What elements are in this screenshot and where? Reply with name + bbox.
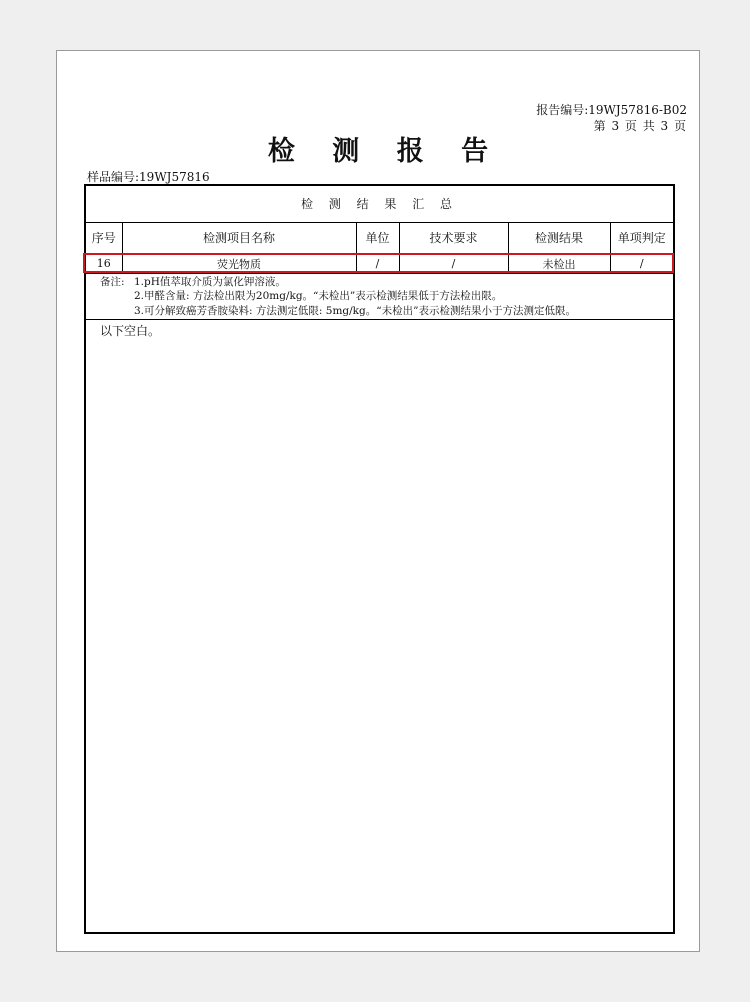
- note-line: 3.可分解致癌芳香胺染料: 方法测定低限: 5mg/kg。“未检出”表示检测结果小于方法测定低限。: [134, 305, 576, 317]
- report-title: 检 测 报 告: [267, 136, 503, 167]
- results-frame: [84, 184, 675, 934]
- col-header-result: 检测结果: [508, 222, 610, 254]
- summary-title: 检 测 结 果 汇 总: [86, 186, 673, 223]
- notes-label: 备注:: [100, 276, 125, 288]
- report-number: 报告编号:19WJ57816-B02: [536, 103, 687, 117]
- cell-result: 未检出: [508, 254, 610, 274]
- cell-index: 16: [86, 254, 122, 274]
- note-line: 1.pH值萃取介质为氯化钾溶液。: [134, 276, 286, 288]
- col-header-item-name: 检测项目名称: [122, 222, 356, 254]
- cell-unit: /: [356, 254, 399, 274]
- sample-number: 样品编号:19WJ57816: [87, 170, 210, 184]
- col-header-unit: 单位: [356, 222, 399, 254]
- notes-section: [86, 273, 673, 320]
- cell-item-name: 荧光物质: [122, 254, 356, 274]
- table-header-row: [86, 222, 673, 254]
- cell-requirement: /: [399, 254, 508, 274]
- col-header-verdict: 单项判定: [610, 222, 673, 254]
- report-page: [56, 50, 700, 952]
- results-table: [86, 222, 673, 274]
- col-header-index: 序号: [86, 222, 122, 254]
- blank-remainder-note: 以下空白。: [100, 324, 161, 338]
- cell-verdict: /: [610, 254, 673, 274]
- col-header-requirement: 技术要求: [399, 222, 508, 254]
- note-line: 2.甲醛含量: 方法检出限为20mg/kg。“未检出”表示检测结果低于方法检出限。: [134, 290, 503, 302]
- page-indicator: 第 3 页 共 3 页: [593, 119, 687, 133]
- table-row: [86, 254, 673, 274]
